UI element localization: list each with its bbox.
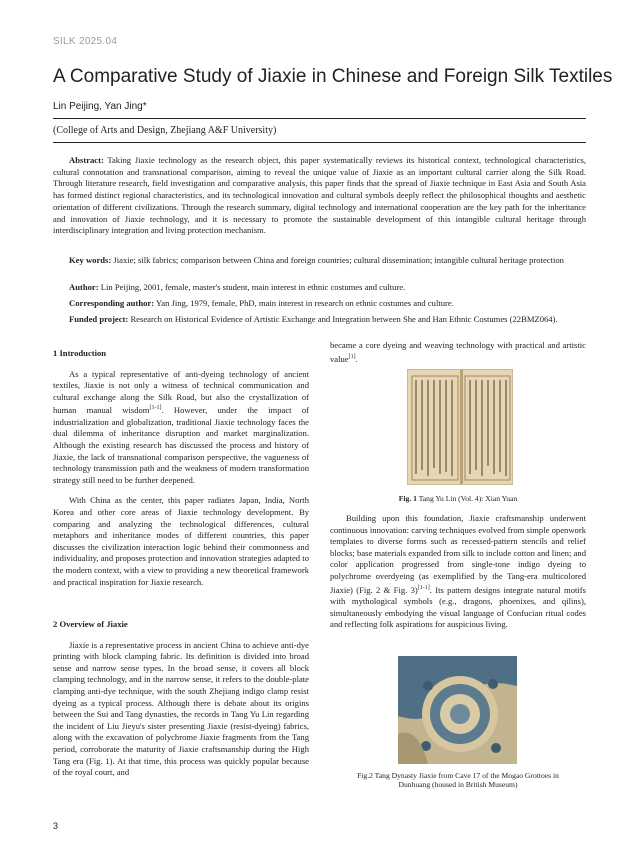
funded-label: Funded project: bbox=[69, 314, 129, 324]
author-note-label: Author: bbox=[69, 282, 99, 292]
paragraph: Building upon this foundation, Jiaxie craftsmanship underwent continuous innovation: carving techniques evolved from simple openwork templates to diverse forms such as recessed-pattern stencils and relief blocks; base materials expanded from silk to include cotton and linen; and color application progressed from single-tone indigo dyeing to polychrome overdyeing (as exemplified by the Tang-era multicolored Jiaxie) (Fig. 2 & Fig. 3)[1-1]. Its pattern designs integrate natural motifs with mythological symbols (e.g., dragons, phoenixes, and qilins), simultaneously embodying the visual language of Confucian ritual codes and reflecting folk aspirations for auspicious living. bbox=[330, 513, 586, 630]
keywords-label: Key words: bbox=[69, 255, 112, 265]
section-2 bbox=[53, 619, 309, 779]
paragraph: With China as the center, this paper radiates Japan, India, North Korea and other core areas of Jiaxie technology development. By comparing and analyzing the technological differences, cultural metaphors and inheritance modes of different countries, this paper discusses the civilization interaction logic behind their commonness and individuality, and proposes protection and innovation strategies adapted to the modern context, with a view to providing a new theoretical framework and practical inspiration for Jiaxie research. bbox=[53, 495, 309, 587]
section-heading: 2 Overview of Jiaxie bbox=[53, 619, 128, 629]
figure-1-caption: Fig. 1 Tang Yu Lin (Vol. 4): Xian Yuan bbox=[398, 494, 518, 503]
keywords-text: Jiaxie; silk fabrics; comparison between China and foreign countries; cultural dissemination; intangible cultural heritage protection bbox=[113, 255, 564, 265]
figure-2-caption: Fig.2 Tang Dynasty Jiaxie from Cave 17 of the Mogao Grottoes in Dunhuang (housed in British Museum) bbox=[357, 771, 559, 789]
paragraph-continued: became a core dyeing and weaving technology with practical and artistic value[1]. bbox=[330, 340, 586, 364]
section-heading: 1 Introduction bbox=[53, 348, 107, 358]
book-pages-illustration bbox=[408, 370, 513, 485]
author-note-text: Lin Peijing, 2001, female, master's student, main interest in ethnic costumes and culture. bbox=[100, 282, 406, 292]
paragraph: Jiaxie is a representative process in ancient China to achieve anti-dye printing with block clamping fabric. Its definition is divided into broad sense and narrow sense types. In the broad sense, it covers all block clamping technology, and in the narrow sense, it refers to the double-plate clamping anti-dye technique, with the south Zhejiang indigo clamp resist dyeing as a typical process. Although there is debate about its origins between the Sui and Tang dynasties, the records in Tang Yu Lin regarding the incident of Liu Jieyu's sister presenting Jiaxie (resist-dyeing) fabrics, along with the excavation of polychrome Jiaxie fragments from the Tang period, corroborate the maturity of Jiaxie craftsmanship during the High Tang era (Fig. 1). At that time, this process was quickly popular because of the royal court, and bbox=[53, 639, 309, 778]
section-1 bbox=[53, 348, 309, 588]
textile-fragment-illustration bbox=[398, 656, 517, 764]
citation: [1-1] bbox=[149, 405, 162, 412]
citation: [1] bbox=[348, 353, 356, 360]
author-note bbox=[53, 282, 586, 294]
abstract-label: Abstract: bbox=[69, 155, 104, 165]
affiliation: (College of Arts and Design, Zhejiang A&F University) bbox=[53, 125, 277, 136]
abstract bbox=[53, 155, 586, 237]
corresponding-author bbox=[53, 298, 586, 310]
funded-project bbox=[53, 314, 586, 326]
abstract-text: Taking Jiaxie technology as the research object, this paper systematically reviews its historical context, technological characteristics, cultural connotation and transnational comparison, aiming to reveal the unique value of Jiaxie as an important cultural carrier along the Silk Road. Through literature research, field investigation and comparative analysis, this paper finds that the spread of Jiaxie technique in East Asia and South Asia has formed distinct regional characteristics, and its technological innovation and cultural symbols deeply reflect the philosophical thoughts and aesthetic orientation of different civilizations. Through the research summary, digital technology and international cooperation are the key path for the inheritance and innovation of Jiaxie technology, and it is necessary to promote the sustainable development of this intangible cultural heritage through interdisciplinary integration and living protection mechanism. bbox=[53, 155, 586, 236]
corresponding-label: Corresponding author: bbox=[69, 298, 155, 308]
divider bbox=[53, 118, 586, 119]
paragraph: As a typical representative of anti-dyeing technology of ancient textiles, Jiaxie is not only a witness of technical communication and cultural exchange along the Silk Road, but also the crystallization of human manual wisdom[1-1]. However, under the impact of industrialization and globalization, traditional Jiaxie technology faces the dual dilemma of inheritance disruption and market marginalization. Although the existing research has discussed the process and history of Jiaxie, the lack of transnational comparison perspective, the vagueness of technology transmission path and the weakness of modern transformation strategy still need to be further deepened. bbox=[53, 368, 309, 485]
citation: [1-1] bbox=[417, 584, 430, 591]
divider bbox=[53, 142, 586, 143]
figure-2-textile-image bbox=[398, 656, 517, 764]
page-number: 3 bbox=[53, 821, 59, 831]
funded-text: Research on Historical Evidence of Artistic Exchange and Integration between She and Han Ethnic Costumes (22BMZ064). bbox=[130, 314, 558, 324]
journal-header: SILK 2025.04 bbox=[53, 36, 118, 47]
keywords bbox=[53, 255, 586, 267]
paper-title: A Comparative Study of Jiaxie in Chinese and Foreign Silk Textiles bbox=[53, 66, 613, 87]
figure-1-book-image bbox=[407, 369, 513, 485]
corresponding-text: Yan Jing, 1979, female, PhD, main interest in research on ethnic costumes and culture. bbox=[155, 298, 454, 308]
author-line: Lin Peijing, Yan Jing* bbox=[53, 101, 147, 112]
